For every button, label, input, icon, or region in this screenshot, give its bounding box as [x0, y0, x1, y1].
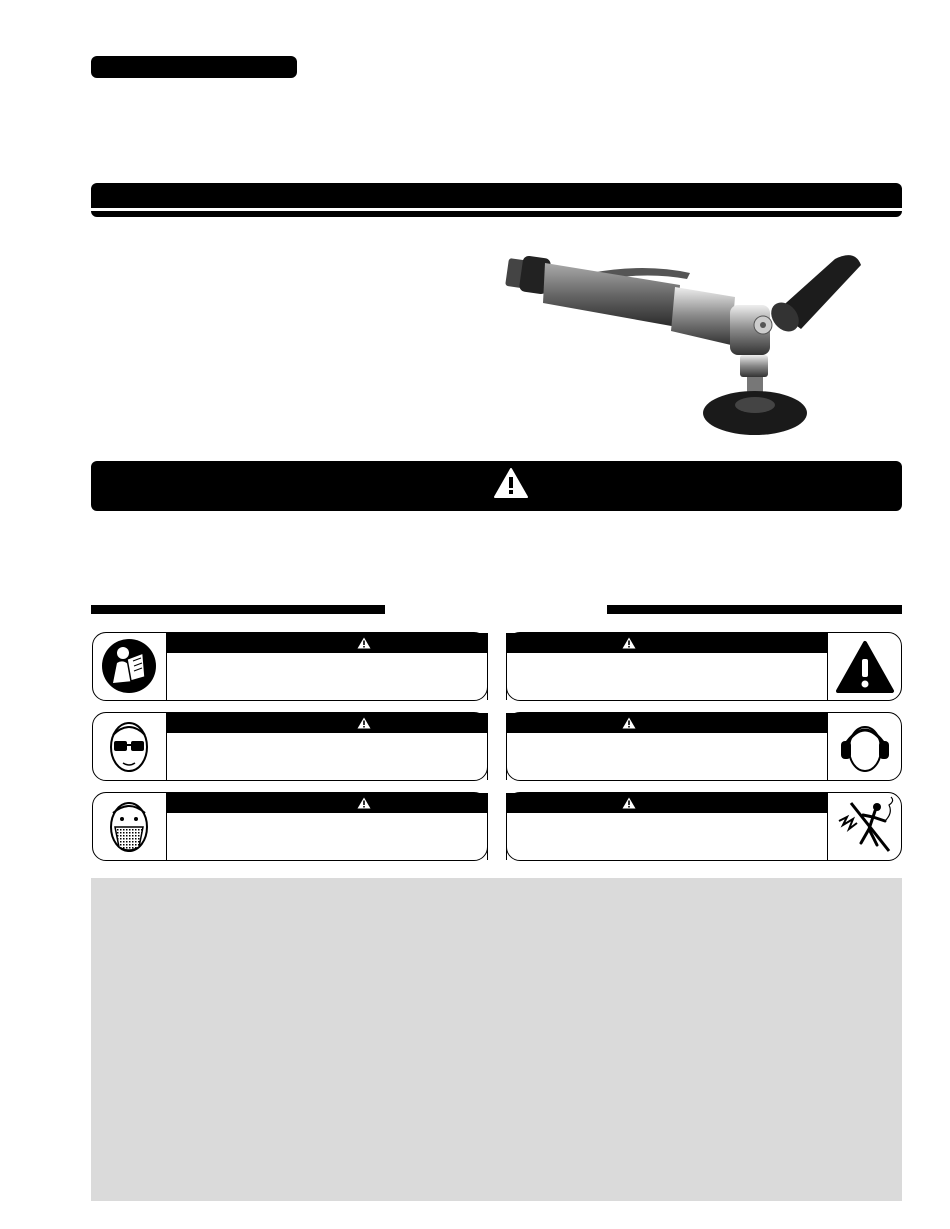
warning-triangle-icon: [357, 637, 371, 649]
section-rule-left: [91, 605, 385, 614]
card-body: [506, 733, 828, 780]
card-body: [166, 733, 488, 780]
card-header: [506, 713, 828, 733]
ear-protection-icon: [829, 713, 901, 779]
warning-triangle-icon: [357, 717, 371, 729]
safety-card-ear-protection: [506, 712, 902, 781]
eye-protection-icon-area: [93, 713, 165, 780]
electrical-hazard-icon-area: [829, 793, 901, 860]
ear-protection-icon-area: [829, 713, 901, 780]
safety-card-respirator: [92, 792, 488, 861]
card-header: [166, 713, 488, 733]
safety-card-general-warning: [506, 632, 902, 701]
card-body: [166, 813, 488, 860]
information-panel: [91, 878, 902, 1201]
card-header: [506, 633, 828, 653]
safety-card-electrical-hazard: [506, 792, 902, 861]
warning-triangle-icon: [493, 467, 529, 499]
title-banner: [91, 183, 902, 217]
card-header: [506, 793, 828, 813]
respirator-icon-area: [93, 793, 165, 860]
card-body: [166, 653, 488, 700]
title-banner-stripe: [91, 208, 902, 211]
warning-triangle-icon: [357, 797, 371, 809]
read-manual-icon-area: [93, 633, 165, 700]
warning-banner: [91, 461, 902, 511]
safety-card-read-manual: [92, 632, 488, 701]
warning-triangle-icon: [622, 797, 636, 809]
eye-protection-icon: [93, 713, 165, 779]
header-label-bar: [91, 56, 297, 78]
electrical-hazard-icon: [829, 793, 901, 859]
card-body: [506, 813, 828, 860]
card-header: [166, 633, 488, 653]
card-header: [166, 793, 488, 813]
general-warning-icon: [829, 633, 901, 699]
respirator-icon: [93, 793, 165, 859]
safety-card-eye-protection: [92, 712, 488, 781]
warning-triangle-icon: [622, 717, 636, 729]
card-body: [506, 653, 828, 700]
section-rule-right: [607, 605, 902, 614]
general-warning-icon-area: [829, 633, 901, 700]
angle-polisher-photo: [495, 245, 875, 455]
warning-triangle-icon: [622, 637, 636, 649]
read-manual-icon: [93, 633, 165, 699]
